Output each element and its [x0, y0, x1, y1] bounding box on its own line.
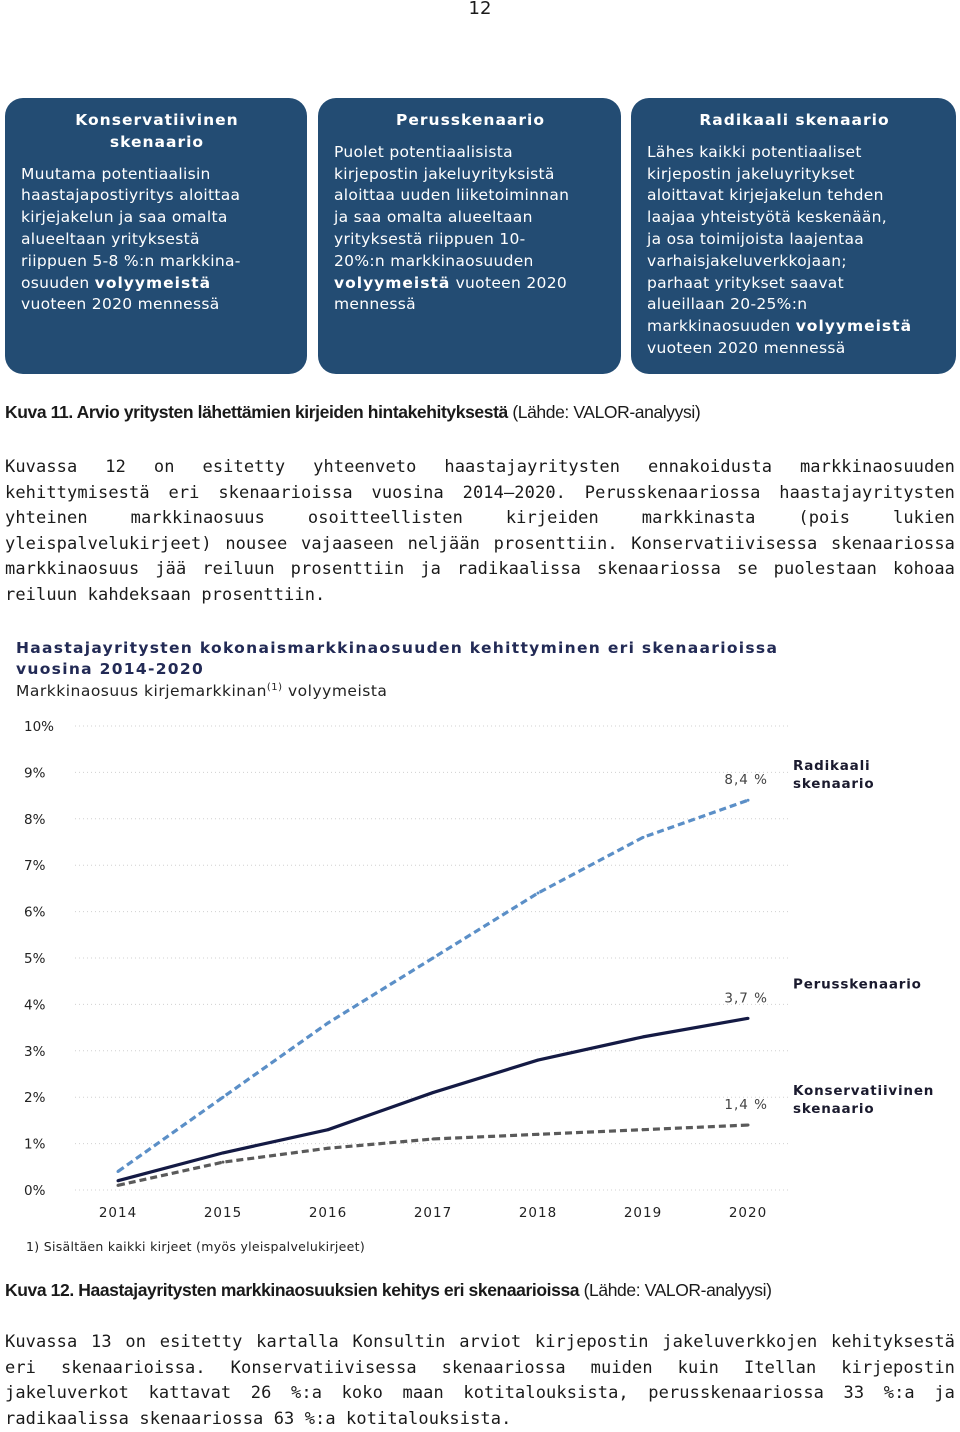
- scenario-line: yrityksestä riippuen 10-: [334, 229, 526, 248]
- chart-title-line: vuosina 2014-2020: [16, 660, 205, 678]
- chart-title: [16, 638, 778, 680]
- scenario-title: [647, 110, 942, 132]
- y-tick-label: 0%: [24, 1183, 46, 1199]
- scenario-emphasis: volyymeistä: [94, 273, 212, 292]
- chart-title-line: Haastajayritysten kokonaismarkkinaosuuden kehittyminen eri skenaarioissa: [16, 639, 779, 657]
- scenario-line-text: osuuden: [21, 273, 95, 292]
- y-tick-label: 3%: [24, 1043, 46, 1060]
- y-tick-label: 6%: [24, 904, 46, 921]
- base-scenario-box: [318, 98, 621, 374]
- data-point: [537, 1059, 540, 1062]
- y-tick-label: 7%: [24, 858, 46, 875]
- y-tick-label: 10%: [24, 719, 55, 735]
- data-label: 1,4 %: [724, 1097, 768, 1114]
- scenario-line: vuoteen 2020 mennessä: [21, 295, 220, 314]
- scenario-line: aloittavat kirjejakelun tehden: [647, 186, 884, 205]
- scenario-emphasis: volyymeistä: [334, 273, 451, 292]
- scenario-title: [21, 110, 293, 154]
- data-point: [117, 1184, 120, 1187]
- series-line: [118, 800, 748, 1171]
- data-point: [642, 1035, 645, 1038]
- data-point: [432, 1091, 435, 1094]
- page-number: 12: [468, 0, 492, 19]
- caption-label: Kuva 12. Haastajayritysten markkinaosuuksien kehitys eri skenaarioissa: [5, 1280, 580, 1300]
- caption-source: (Lähde: VALOR-analyysi): [507, 402, 701, 422]
- scenario-description: [21, 164, 293, 317]
- data-label: 3,7 %: [724, 990, 768, 1007]
- scenario-line: Puolet potentiaalisista: [334, 142, 513, 161]
- x-tick-label: 2020: [728, 1205, 768, 1221]
- y-tick-label: 2%: [24, 1090, 46, 1107]
- scenario-line: ja saa omalta alueeltaan: [334, 208, 533, 227]
- scenario-line: vuoteen 2020 mennessä: [647, 338, 846, 357]
- y-tick-label: 9%: [24, 765, 46, 782]
- series-line: [118, 1018, 748, 1180]
- y-tick-label: 8%: [24, 811, 46, 828]
- scenario-line: ja osa toimijoista laajentaa: [647, 229, 865, 248]
- scenario-line: [21, 273, 293, 295]
- scenario-title-line: Radikaali skenaario: [699, 111, 890, 129]
- series-name-label: Konservatiivinen: [793, 1083, 935, 1100]
- figure-caption-12: [5, 1280, 772, 1301]
- body-paragraph: Kuvassa 12 on esitetty yhteenveto haastajayritysten ennakoidusta markkinaosuuden kehittymisestä eri skenaarioissa vuosina 2014–2020. Perusskenaariossa haastajayritysten yhteinen markkinaosuus osoitteellisten kirjeiden markkinasta (pois lukien yleispalvelukirjeet) nousee vajaaseen neljään prosenttiin. Konservatiivisessa skenaariossa markkinaosuus jää reiluun prosenttiin ja radikaalissa skenaariossa se puolestaan kohoaa reiluun kahdeksaan prosenttiin.: [5, 457, 955, 605]
- scenario-line: [334, 273, 607, 295]
- caption-label: Kuva 11. Arvio yritysten lähettämien kirjeiden hintakehityksestä: [5, 402, 508, 422]
- x-tick-label: 2016: [308, 1205, 348, 1221]
- caption-source: (Lähde: VALOR-analyysi): [579, 1280, 772, 1300]
- radical-scenario-box: [631, 98, 956, 374]
- scenario-description: [647, 142, 942, 360]
- y-tick-label: 1%: [24, 1136, 46, 1153]
- data-point: [222, 1096, 225, 1099]
- data-point: [222, 1151, 225, 1154]
- data-point: [327, 1128, 330, 1131]
- data-label: 8,4 %: [724, 772, 768, 789]
- scenario-line: [647, 316, 942, 338]
- x-tick-label: 2014: [98, 1205, 138, 1221]
- conservative-scenario-box: [5, 98, 307, 374]
- data-point: [642, 836, 645, 839]
- scenario-line: Muutama potentiaalisin: [21, 164, 211, 183]
- x-tick-label: 2015: [203, 1205, 243, 1221]
- data-point: [537, 1133, 540, 1136]
- scenario-line: mennessä: [334, 295, 416, 314]
- scenario-title-line: skenaario: [109, 132, 205, 151]
- scenario-line: 20%:n markkinaosuuden: [334, 251, 534, 270]
- chart-footnote: 1) Sisältäen kaikki kirjeet (myös yleispalvelukirjeet): [26, 1239, 366, 1254]
- scenario-title: [334, 110, 607, 132]
- scenario-line-text: markkinaosuuden: [647, 317, 796, 336]
- subtitle-footnote-mark: (1): [266, 682, 283, 693]
- scenario-line: riippuen 5-8 %:n markkina-: [21, 251, 241, 270]
- y-tick-label: 4%: [24, 997, 46, 1014]
- scenario-line: kirjejakelun ja saa omalta: [21, 208, 228, 227]
- scenario-line: parhaat yritykset saavat: [647, 273, 844, 292]
- scenario-emphasis: volyymeistä: [795, 317, 913, 336]
- y-tick-label: 5%: [24, 951, 46, 967]
- scenario-line: varhaisjakeluverkkojaan;: [647, 251, 847, 270]
- scenario-title-line: Perusskenaario: [396, 111, 545, 129]
- market-share-line-chart: [0, 700, 960, 1235]
- data-point: [642, 1128, 645, 1131]
- scenario-title-line: Konservatiivinen: [75, 111, 239, 129]
- scenario-line: haastajapostiyritys aloittaa: [21, 186, 241, 205]
- data-point: [747, 799, 750, 802]
- data-point: [432, 957, 435, 960]
- series-name-label: skenaario: [793, 1101, 875, 1118]
- figure-caption-11: [5, 402, 700, 423]
- scenario-line: alueillaan 20-25%:n: [647, 295, 808, 314]
- series-name-label: Perusskenaario: [793, 976, 922, 993]
- scenario-line: Lähes kaikki potentiaaliset: [647, 142, 862, 161]
- data-point: [432, 1137, 435, 1140]
- x-tick-label: 2019: [623, 1205, 663, 1221]
- data-point: [222, 1161, 225, 1164]
- subtitle-text: Markkinaosuus kirjemarkkinan: [16, 682, 267, 700]
- data-point: [117, 1170, 120, 1173]
- data-point: [327, 1147, 330, 1150]
- chart-subtitle: [16, 682, 387, 700]
- subtitle-text: volyymeista: [282, 682, 388, 700]
- data-point: [747, 1017, 750, 1020]
- scenario-line: kirjepostin jakeluyrityksistä: [334, 164, 555, 183]
- scenario-line: laajaa yhteistyötä keskenään,: [647, 208, 888, 227]
- x-tick-label: 2017: [413, 1205, 453, 1221]
- scenario-line: aloittaa uuden liiketoiminnan: [334, 186, 570, 205]
- data-point: [537, 892, 540, 895]
- scenario-line-text: vuoteen 2020: [450, 273, 568, 292]
- data-point: [327, 1021, 330, 1024]
- scenario-description: [334, 142, 607, 316]
- scenario-line: alueeltaan yrityksestä: [21, 229, 200, 248]
- series-name-label: Radikaali: [793, 758, 871, 775]
- scenario-line: kirjepostin jakeluyritykset: [647, 164, 855, 183]
- body-paragraph: Kuvassa 13 on esitetty kartalla Konsultin arviot kirjepostin jakeluverkkojen kehityksestä eri skenaarioissa. Konservatiivisessa skenaariossa muiden kuin Itellan kirjepostin jakeluverkot kattavat 26 %:a koko maan kotitalouksista, perusskenaariossa 33 %:a ja radikaalissa skenaariossa 63 %:a kotitalouksista.: [5, 1332, 955, 1429]
- x-tick-label: 2018: [518, 1205, 558, 1221]
- data-point: [747, 1124, 750, 1127]
- data-point: [117, 1179, 120, 1182]
- series-name-label: skenaario: [793, 776, 875, 793]
